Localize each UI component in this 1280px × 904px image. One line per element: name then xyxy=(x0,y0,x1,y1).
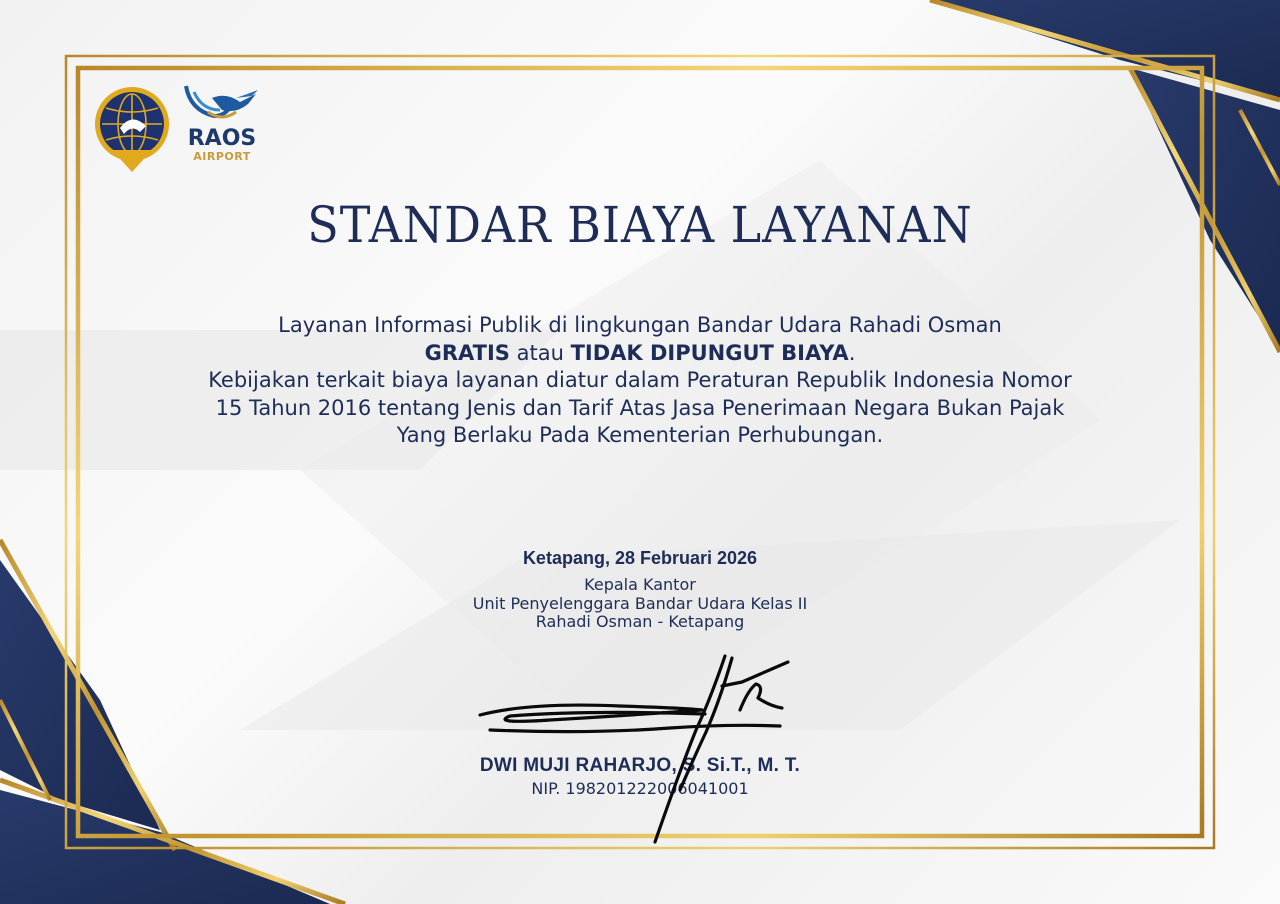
office-line-1: Kepala Kantor xyxy=(584,575,696,594)
airport-sub: AIRPORT xyxy=(193,150,251,163)
signatory-nip: NIP. 198201222006041001 xyxy=(531,779,749,798)
signatory-name: DWI MUJI RAHARJO, S. Si.T., M. T. xyxy=(479,755,801,776)
signature-icon xyxy=(470,650,810,850)
policy-text: Kebijakan terkait biaya layanan diatur dalam Peraturan Republik Indonesia Nomor 15 Tahun 2016 tentang Jenis dan Tarif Atas Jasa Penerimaan Negara Bukan Pajak Yang Berlaku Pada Kementerian Perhubungan. xyxy=(208,368,1072,447)
raos-airport-logo-icon xyxy=(186,86,258,117)
office-line-2: Unit Penyelenggara Bandar Udara Kelas II xyxy=(472,594,808,613)
body-line-1: Layanan Informasi Publik di lingkungan Bandar Udara Rahadi Osman xyxy=(278,313,1002,337)
place-date: Ketapang, 28 Februari 2026 xyxy=(522,548,758,568)
period: . xyxy=(848,340,856,365)
free-label: GRATIS xyxy=(424,340,510,365)
free-label-2: TIDAK DIPUNGUT BIAYA xyxy=(570,340,849,365)
ministry-emblem-icon xyxy=(95,87,169,172)
office-line-3: Rahadi Osman - Ketapang xyxy=(535,612,745,631)
body-text xyxy=(200,312,1080,450)
raos-airport-wordmark xyxy=(182,128,262,163)
connector-text: atau xyxy=(516,340,564,365)
page-title: STANDAR BIAYA LAYANAN xyxy=(307,196,973,254)
airport-name: RAOS xyxy=(187,126,257,151)
